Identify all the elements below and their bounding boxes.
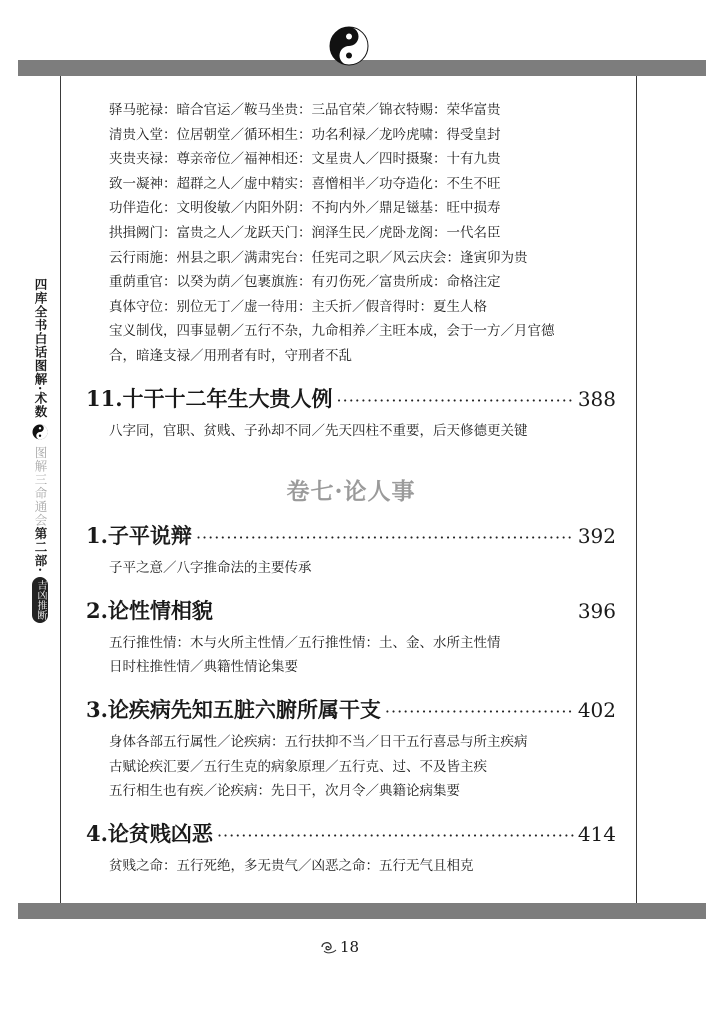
entry-description: 身体各部五行属性／论疾病：五行扶抑不当／日干五行喜忌与所主疾病 [109, 733, 528, 750]
toc-line: 拱揖阙门：富贵之人／龙跃天门：润泽生民／虎卧龙阁：一代名臣 [109, 224, 501, 241]
entry-title: 3.论疾病先知五脏六腑所属干支 [86, 696, 381, 722]
swirl-ornament-icon [320, 939, 338, 955]
book-title: 图解三命通会 [33, 446, 48, 528]
toc-line: 功伴造化：文明俊敏／内阳外阴：不拘内外／鼎足镃基：旺中损寿 [109, 200, 501, 217]
entry-description: 子平之意／八字推命法的主要传承 [109, 560, 312, 577]
toc-line: 真体守位：别位无丁／虚一待用：主夭折／假音得时：夏生人格 [109, 298, 487, 315]
toc-line: 宝义制伐，四事显朝／五行不杂，九命相养／主旺本成，会于一方／月官德合，暗逢支禄／用刑者有时，守刑者不乱 [109, 323, 555, 364]
entry-page-number: 388 [577, 386, 616, 411]
entry-page-number: 414 [577, 821, 616, 846]
entry-description: 八字同，官职、贫贱、子孙却不同／先天四柱不重要，后天修德更关键 [109, 422, 528, 439]
toc-line: 重荫重官：以癸为荫／包裹旗旌：有刃伤死／富贵所成：命格注定 [109, 274, 501, 291]
dot-leader [217, 826, 574, 845]
dot-leader [196, 528, 574, 547]
footer-page-number [320, 938, 359, 956]
toc-content [86, 98, 616, 878]
toc-line: 夹贵夹禄：尊亲帝位／福神相还：文星贵人／四时摄聚：十有九贵 [109, 151, 501, 168]
entry-title: 4.论贫贱凶恶 [86, 820, 213, 846]
toc-line: 驿马驼禄：暗合官运／鞍马坐贵：三品官荣／锦衣特赐：荣华富贵 [109, 102, 501, 118]
entry-page-number: 402 [577, 697, 616, 722]
toc-line: 致一凝神：超群之人／虚中精实：喜憎相半／功夺造化：不生不旺 [109, 175, 501, 192]
footer-bar [18, 903, 706, 919]
toc-line: 清贵入堂：位居朝堂／循环相生：功名利禄／龙吟虎啸：得受皇封 [109, 126, 501, 143]
toc-line: 云行雨施：州县之职／满肃宪台：任宪司之职／风云庆会：逢寅卯为贵 [109, 249, 528, 266]
section-badge: 吉凶推断 [32, 577, 48, 623]
page-number: 18 [340, 938, 360, 956]
entry-description: 五行推性情：木与火所主性情／五行推性情：土、金、水所主性情 [109, 634, 501, 651]
entry-title: 1.子平说辩 [86, 523, 192, 549]
entry-description: 五行相生也有疾／论疾病：先日干，次月令／典籍论病集要 [109, 783, 460, 800]
entry-description: 贫贱之命：五行死绝，多无贵气／凶恶之命：五行无气且相克 [109, 857, 474, 874]
toc-entry-2[interactable] [86, 595, 616, 625]
yin-yang-small-icon [32, 424, 48, 440]
part-label: 第二部· [33, 527, 48, 574]
entry-page-number: 396 [577, 598, 616, 623]
entry-page-number: 392 [577, 524, 616, 549]
series-title: 四库全书白话图解·术数 [33, 278, 48, 419]
toc-entry-3[interactable] [86, 694, 616, 724]
toc-entry-4[interactable] [86, 818, 616, 848]
chapter-heading: 卷七·论人事 [286, 478, 416, 506]
yin-yang-icon [329, 26, 369, 66]
dot-leader [337, 391, 574, 410]
side-label [30, 278, 50, 623]
dot-leader [385, 702, 574, 721]
entry-description: 古赋论疾汇要／五行生克的病象原理／五行克、过、不及皆主疾 [109, 758, 487, 775]
entry-description: 日时柱推性情／典籍性情论集要 [109, 659, 298, 676]
toc-entry-11[interactable] [86, 383, 616, 413]
entry-title: 11.十干十二年生大贵人例 [86, 385, 333, 411]
toc-entry-1[interactable] [86, 520, 616, 550]
entry-title: 2.论性情相貌 [86, 597, 213, 623]
